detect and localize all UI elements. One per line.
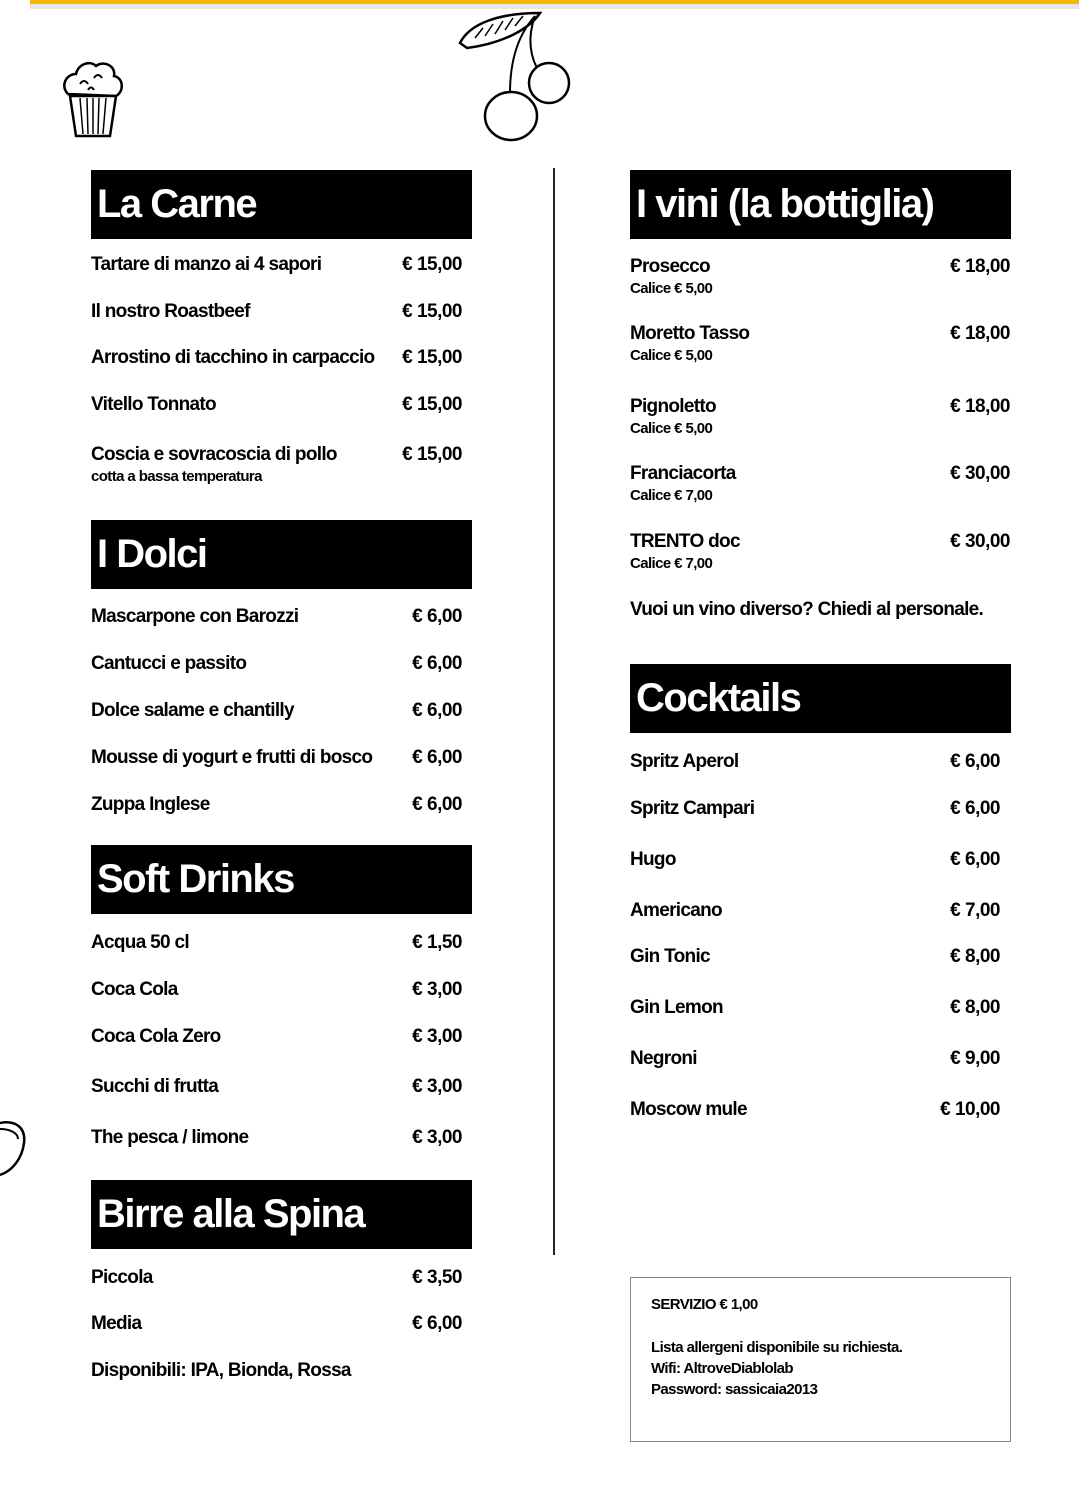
menu-item-name: Franciacorta bbox=[630, 463, 736, 484]
menu-item-price: € 15,00 bbox=[402, 301, 462, 322]
menu-item-price: € 18,00 bbox=[950, 396, 1010, 417]
column-divider bbox=[553, 168, 555, 1255]
menu-item-name: Coscia e sovracoscia di pollo bbox=[91, 444, 337, 465]
menu-item-price: € 8,00 bbox=[950, 997, 1000, 1018]
menu-item-name: Coca Cola Zero bbox=[91, 1026, 221, 1047]
menu-item-name: Dolce salame e chantilly bbox=[91, 700, 294, 721]
menu-item-price: € 1,50 bbox=[412, 932, 462, 953]
menu-item-price: € 9,00 bbox=[950, 1048, 1000, 1069]
menu-item-name: Acqua 50 cl bbox=[91, 932, 189, 953]
section-title-dolci: I Dolci bbox=[91, 520, 472, 589]
menu-item-price: € 3,00 bbox=[412, 1076, 462, 1097]
menu-item-price: € 6,00 bbox=[412, 1313, 462, 1334]
menu-item-name: Moscow mule bbox=[630, 1099, 747, 1120]
menu-item-name: Mousse di yogurt e frutti di bosco bbox=[91, 747, 373, 768]
menu-item-price: € 18,00 bbox=[950, 256, 1010, 277]
menu-item-name: Spritz Campari bbox=[630, 798, 755, 819]
menu-item-price: € 18,00 bbox=[950, 323, 1010, 344]
menu-item-note: cotta a bassa temperatura bbox=[91, 468, 262, 485]
menu-item-name: Vitello Tonnato bbox=[91, 394, 216, 415]
menu-item-price: € 15,00 bbox=[402, 444, 462, 465]
service-charge: SERVIZIO € 1,00 bbox=[651, 1296, 758, 1313]
menu-item-price: € 8,00 bbox=[950, 946, 1000, 967]
menu-item-name: Negroni bbox=[630, 1048, 697, 1069]
section-title-carne: La Carne bbox=[91, 170, 472, 239]
menu-item-name: The pesca / limone bbox=[91, 1127, 249, 1148]
menu-item-name: Arrostino di tacchino in carpaccio bbox=[91, 347, 375, 368]
menu-item-price: € 6,00 bbox=[950, 849, 1000, 870]
menu-item-price: € 6,00 bbox=[412, 700, 462, 721]
menu-item-name: Americano bbox=[630, 900, 722, 921]
section-title-cocktails: Cocktails bbox=[630, 664, 1011, 733]
menu-item-name: Moretto Tasso bbox=[630, 323, 750, 344]
menu-item-name: Cantucci e passito bbox=[91, 653, 247, 674]
menu-item-name: Spritz Aperol bbox=[630, 751, 739, 772]
menu-item-note: Calice € 5,00 bbox=[630, 347, 713, 364]
menu-item-price: € 3,00 bbox=[412, 1026, 462, 1047]
menu-item-price: € 10,00 bbox=[940, 1099, 1000, 1120]
menu-item-price: € 3,50 bbox=[412, 1267, 462, 1288]
menu-item-price: € 30,00 bbox=[950, 463, 1010, 484]
info-box bbox=[630, 1277, 1011, 1442]
menu-item-name: TRENTO doc bbox=[630, 531, 740, 552]
menu-item-name: Mascarpone con Barozzi bbox=[91, 606, 299, 627]
section-title-vini: I vini (la bottiglia) bbox=[630, 170, 1011, 239]
section-note-vini: Vuoi un vino diverso? Chiedi al personale. bbox=[630, 599, 984, 620]
menu-item-name: Il nostro Roastbeef bbox=[91, 301, 250, 322]
section-title-birre: Birre alla Spina bbox=[91, 1180, 472, 1249]
menu-item-name: Prosecco bbox=[630, 256, 710, 277]
cupcake-icon bbox=[58, 56, 128, 141]
menu-item-price: € 6,00 bbox=[412, 653, 462, 674]
section-title-soft: Soft Drinks bbox=[91, 845, 472, 914]
wifi-name: Wifi: AltroveDiablolab bbox=[651, 1360, 793, 1377]
menu-item-price: € 15,00 bbox=[402, 347, 462, 368]
menu-item-name: Gin Lemon bbox=[630, 997, 723, 1018]
menu-item-price: € 6,00 bbox=[412, 794, 462, 815]
wifi-password: Password: sassicaia2013 bbox=[651, 1381, 818, 1398]
menu-item-price: € 6,00 bbox=[412, 606, 462, 627]
menu-item-name: Succhi di frutta bbox=[91, 1076, 219, 1097]
menu-item-note: Calice € 7,00 bbox=[630, 555, 713, 572]
cherry-icon bbox=[455, 8, 575, 143]
menu-item-note: Calice € 7,00 bbox=[630, 487, 713, 504]
allergens-note: Lista allergeni disponibile su richiesta. bbox=[651, 1339, 903, 1356]
menu-item-name: Media bbox=[91, 1313, 142, 1334]
menu-item-name: Coca Cola bbox=[91, 979, 178, 1000]
menu-item-name: Tartare di manzo ai 4 sapori bbox=[91, 254, 322, 275]
menu-item-note: Calice € 5,00 bbox=[630, 280, 713, 297]
menu-item-price: € 15,00 bbox=[402, 394, 462, 415]
menu-item-price: € 15,00 bbox=[402, 254, 462, 275]
menu-item-name: Gin Tonic bbox=[630, 946, 710, 967]
menu-item-name: Pignoletto bbox=[630, 396, 716, 417]
menu-item-name: Hugo bbox=[630, 849, 676, 870]
section-note-birre: Disponibili: IPA, Bionda, Rossa bbox=[91, 1360, 351, 1381]
bowl-icon bbox=[0, 1115, 30, 1185]
menu-item-price: € 6,00 bbox=[950, 798, 1000, 819]
menu-item-price: € 3,00 bbox=[412, 1127, 462, 1148]
menu-item-price: € 6,00 bbox=[412, 747, 462, 768]
menu-item-price: € 30,00 bbox=[950, 531, 1010, 552]
menu-item-price: € 7,00 bbox=[950, 900, 1000, 921]
menu-item-name: Zuppa Inglese bbox=[91, 794, 210, 815]
menu-item-price: € 6,00 bbox=[950, 751, 1000, 772]
menu-item-name: Piccola bbox=[91, 1267, 153, 1288]
menu-item-price: € 3,00 bbox=[412, 979, 462, 1000]
menu-item-note: Calice € 5,00 bbox=[630, 420, 713, 437]
